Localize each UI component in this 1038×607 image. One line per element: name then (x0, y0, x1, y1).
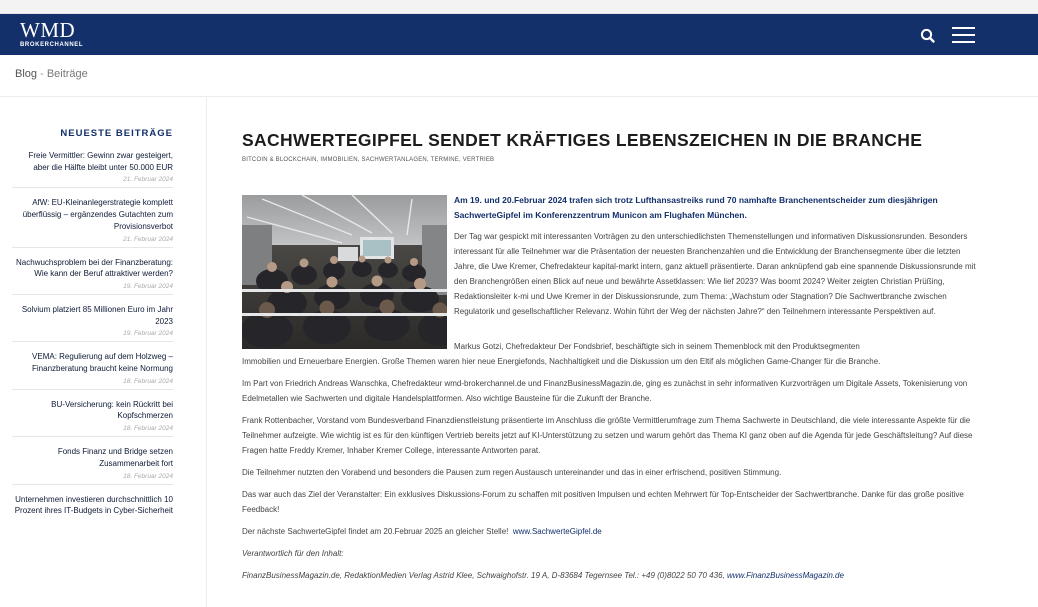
sidebar-divider (206, 97, 207, 607)
sidebar-post-link[interactable]: Freie Vermittler: Gewinn zwar gesteigert, aber die Hälfte bleibt unter 50.000 EUR (28, 151, 173, 172)
sidebar-post-date: 19. Februar 2024 (123, 330, 173, 338)
article-paragraph: Frank Rottenbacher, Vorstand vom Bundesverband Finanzdienstleistung präsentierte im Anschluss die größte Vermittlerumfrage zum Thema Sachwerte in Deutschland, die viele interessante Aspekte für die Teilnehmer aufzeigte. Wie wichtig ist es für den künftigen Vertrieb bereits jetzt auf KI-Unterstützung zu setzen und warum gehört das Thema KI ganz oben auf die Agenda für jede Geschäftsleitung? Auf diese Fragen hatte Freddy Kremer, Inhaber Kremer College, interessante Antworten parat. (242, 416, 973, 455)
breadcrumb-home-link[interactable]: Blog (15, 68, 38, 80)
sidebar-post (12, 257, 173, 295)
sidebar-post-link[interactable]: BU-Versicherung: kein Rückritt bei Kopfschmerzen (51, 399, 173, 421)
sidebar-post (12, 197, 173, 247)
article-lead: Am 19. und 20.Februar 2024 trafen sich trotz Lufthansastreiks rund 70 namhafte Branchenentscheider zum diesjährigen SachwerteGipfel im Konferenzzentrum Municon am Flughafen München. (454, 195, 938, 220)
article-paragraph: Das war auch das Ziel der Veranstalter: Ein exklusives Diskussions-Forum zu schaffen mit positiven Impulsen und echten Mehrwert für Top-Entscheider der Sachwertbranche. Danke für das große positive Feedback! (242, 490, 964, 514)
search-icon[interactable] (918, 26, 938, 46)
sidebar-post-date: 21. Februar 2024 (123, 176, 173, 184)
sidebar-post-date: 18. Februar 2024 (123, 377, 173, 385)
imprint-text: FinanzBusinessMagazin.de, RedaktionMedien Verlag Astrid Klee, Schwaighofstr. 19 A, D-83684 Tegernsee Tel.: +49 (0)8022 50 70 436, (242, 571, 725, 580)
sidebar-post-date: 18. Februar 2024 (123, 472, 173, 480)
article-paragraph (242, 524, 977, 539)
breadcrumb (15, 68, 88, 80)
sidebar-heading: NEUESTE BEITRÄGE (60, 128, 173, 139)
sidebar-post-link[interactable]: Nachwuchsproblem bei der Finanzberatung: Wie kann der Beruf attraktiver werden? (16, 257, 173, 279)
sidebar-post (12, 150, 173, 188)
article-categories: BITCOIN & BLOCKCHAIN, IMMOBILIEN, SACHWERTANLAGEN, TERMINE, VERTRIEB (242, 157, 495, 163)
category-link[interactable]: SACHWERTANLAGEN (361, 157, 427, 163)
sidebar-post-date: 18. Februar 2024 (123, 425, 173, 433)
article (242, 130, 977, 580)
category-link[interactable]: IMMOBILIEN (320, 157, 358, 163)
category-link[interactable]: VERTRIEB (462, 157, 495, 163)
article-paragraph: Immobilien und Erneuerbare Energien. Große Themen waren hier neue Energiefonds, Nachhaltigkeit und die Diskussion um den Eltif als möglichen Game-Changer für die Branche. (242, 357, 881, 366)
article-body (242, 339, 977, 590)
breadcrumb-current: Beiträge (46, 68, 88, 80)
divider (0, 96, 1038, 97)
article-paragraph: Die Teilnehmer nutzten den Vorabend und besonders die Pausen zum regen Austausch untereinander und das in einer erfrischend, positiven Stimmung. (242, 468, 782, 477)
article-title: SACHWERTEGIPFEL SENDET KRÄFTIGES LEBENSZEICHEN IN DIE BRANCHE (242, 130, 923, 150)
top-strip (0, 0, 1038, 14)
article-paragraph: Markus Gotzi, Chefredakteur Der Fondsbrief, beschäftigte sich in seinem Themenblock mit den Produktsegmenten (454, 342, 860, 351)
category-link[interactable]: BITCOIN & BLOCKCHAIN (242, 157, 317, 163)
logo[interactable] (20, 20, 83, 49)
breadcrumb-separator: - (37, 68, 47, 80)
conference-photo (242, 195, 447, 349)
sidebar-post (12, 399, 173, 437)
sidebar-post-link[interactable]: Solvium platziert 85 Millionen Euro im Jahr 2023 (21, 304, 173, 326)
navbar (0, 14, 1038, 55)
logo-subtitle: BROKERCHANNEL (20, 42, 84, 48)
next-event-text: Der nächste SachwerteGipfel findet am 20.Februar 2025 an gleicher Stelle! (242, 527, 509, 536)
sidebar-post (12, 351, 173, 389)
article-paragraph: Der Tag war gespickt mit interessanten Vorträgen zu den unterschiedlichsten Themenstellungen und informativen Diskussionsrunden. Besonders interessant für alle Teilnehmer war die Präsentation der neuesten Branchenzahlen und die Entwicklung der Branchensegmente über die letzten Jahre, die Uwe Kremer, Chefredakteur kapital-markt intern, ganz aktuell präsentierte. Daran anknüpfend gab eine spannende Diskussionsrunde mit den Branchengrößen einen Blick auf neue und bewährte Assetklassen: Wie lief 2023? Was boomt 2024? Weiter zeigten Christian Prüßing, Redaktionsleiter k-mi und Uwe Kremer in der Diskussionsrunde, zum Thema: „Wachstum oder Stagnation? Die Sachwertbranche zwischen Regulatorik und gesellschaftlicher Relevanz. Wohin führt der Weg der nächsten Jahre?“ den Teilnehmern interessante Perspektiven auf. (454, 232, 976, 317)
sidebar-post-link[interactable]: AfW: EU-Kleinanlegerstrategie komplett überflüssig – ergänzendes Gutachten zum Provisionsverbot (22, 198, 173, 231)
magazine-website-link[interactable]: www.FinanzBusinessMagazin.de (726, 571, 844, 580)
logo-wordmark: WMD (20, 18, 76, 42)
article-paragraph: Im Part von Friedrich Andreas Wanschka, Chefredakteur wmd-brokerchannel.de und FinanzBusinessMagazin.de, ging es zunächst in sehr informativen Kurzvorträgen um Digitale Assets, Tokenisierung von Edelmetallen wie Sachwerten und digitale Handelsplattformen. Also wichtige Bausteine für die Zukunft der Branche. (242, 379, 968, 403)
hamburger-menu-icon[interactable] (950, 25, 978, 45)
sidebar-post-date: 21. Februar 2024 (123, 235, 173, 243)
sidebar-post-link[interactable]: Fonds Finanz und Bridge setzen Zusammenarbeit fort (57, 447, 173, 468)
sidebar (12, 128, 173, 530)
imprint (242, 568, 977, 583)
sidebar-post-date: 19. Februar 2024 (123, 282, 173, 290)
event-website-link[interactable]: www.SachwerteGipfel.de (512, 527, 602, 536)
sidebar-post-link[interactable]: VEMA: Regulierung auf dem Holzweg – Finanzberatung braucht keine Normung (32, 352, 173, 374)
responsible-label: Verantwortlich für den Inhalt: (242, 549, 344, 558)
category-link[interactable]: TERMINE (430, 157, 460, 163)
sidebar-post (12, 494, 173, 521)
sidebar-post (12, 304, 173, 342)
sidebar-post (12, 446, 173, 484)
sidebar-post-link[interactable]: Unternehmen investieren durchschnittlich 10 Prozent ihres IT-Budgets in Cyber-Sicherheit (14, 494, 173, 516)
